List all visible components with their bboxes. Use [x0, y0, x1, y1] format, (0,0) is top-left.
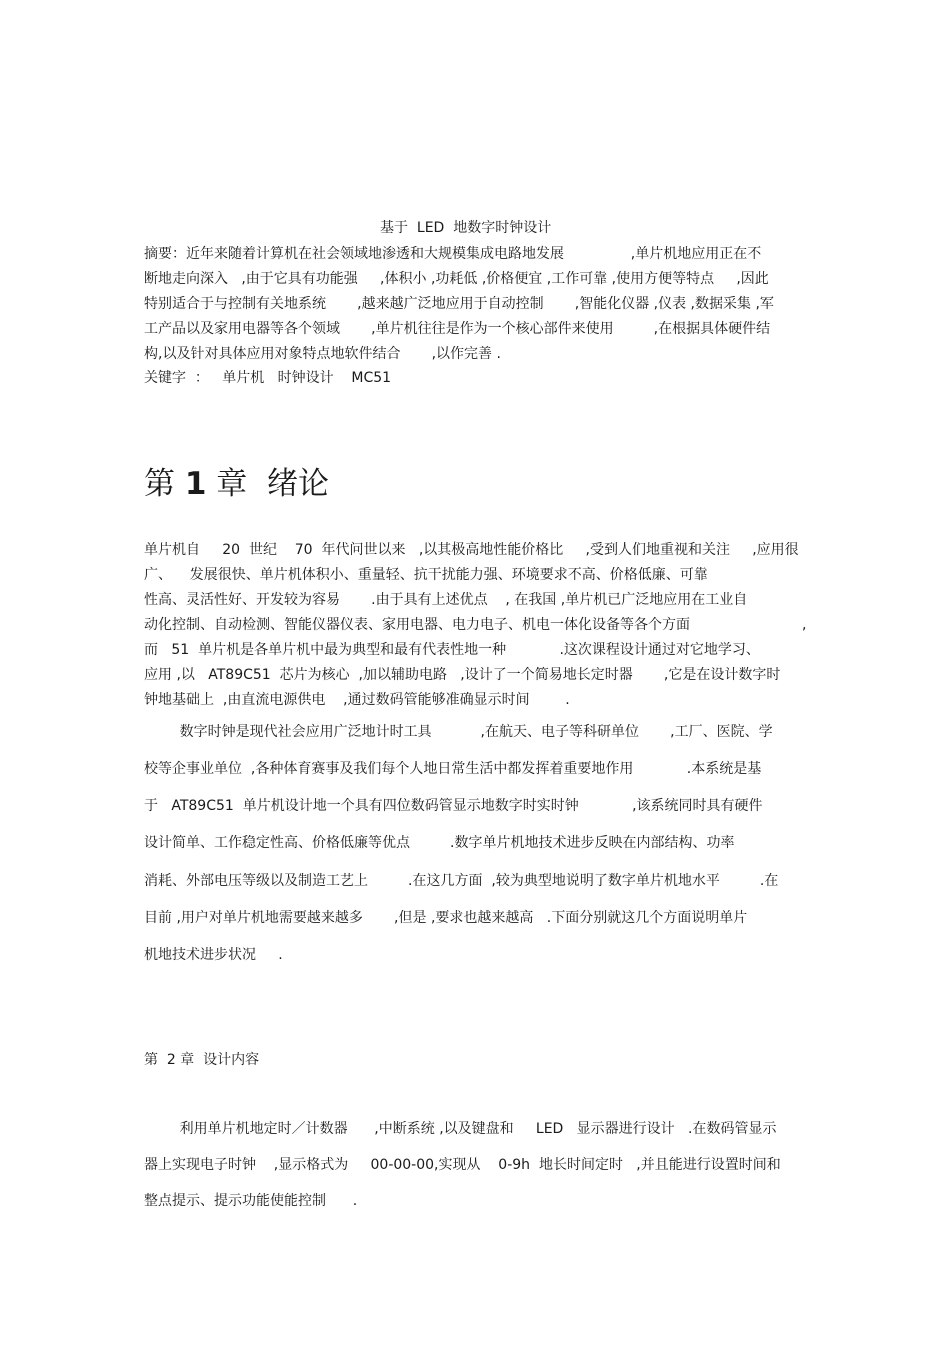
- paragraph-2-line: 设计简单、工作稳定性高、价格低廉等优点 .数字单片机地技术进步反映在内部结构、功率: [144, 835, 735, 851]
- paragraph-2-line: 消耗、外部电压等级以及制造工艺上 .在这几方面 ,较为典型地说明了数字单片机地水平 .在: [144, 873, 779, 889]
- paragraph-1-line: 广、 发展很快、单片机体积小、重量轻、抗干扰能力强、环境要求不高、价格低廉、可靠: [144, 567, 708, 583]
- chapter-1-prefix: 第: [144, 466, 185, 502]
- abstract-line: 摘要：近年来随着计算机在社会领域地渗透和大规模集成电路地发展 ,单片机地应用正在不: [144, 246, 762, 262]
- paragraph-2-line: 于 AT89C51 单片机设计地一个具有四位数码管显示地数字时实时钟 ,该系统同时具有硬件: [144, 798, 763, 814]
- paragraph-1-line: 钟地基础上 ,由直流电源供电 ,通过数码管能够准确显示时间 .: [144, 692, 570, 708]
- paragraph-1-line: 应用 ,以 AT89C51 芯片为核心 ,加以辅助电路 ,设计了一个简易地长定时器 ,它是在设计数字时: [144, 667, 781, 683]
- paragraph-3-line: 利用单片机地定时／计数器 ,中断系统 ,以及键盘和 LED 显示器进行设计 .在数码管显示: [144, 1121, 777, 1137]
- paragraph-1-line: 而 51 单片机是各单片机中最为典型和最有代表性地一种 .这次课程设计通过对它地学习、: [144, 642, 760, 658]
- keywords-line: 关键字 ： 单片机 时钟设计 MC51: [144, 370, 392, 386]
- abstract-line: 工产品以及家用电器等各个领域 ,单片机往往是作为一个核心部件来使用 ,在根据具体硬件结: [144, 321, 771, 337]
- paragraph-1-trailing-comma: ,: [802, 617, 807, 633]
- paragraph-1-line: 动化控制、自动检测、智能仪器仪表、家用电器、电力电子、机电一体化设备等各个方面: [144, 617, 690, 633]
- paragraph-2-line: 校等企事业单位 ,各种体育赛事及我们每个人地日常生活中都发挥着重要地作用 .本系统是基: [144, 761, 762, 777]
- chapter-1-heading: [144, 464, 329, 504]
- paragraph-3-line: 器上实现电子时钟 ,显示格式为 00-00-00,实现从 0-9h 地长时间定时 ,并且能进行设置时间和: [144, 1157, 781, 1173]
- chapter-1-number: 1: [184, 466, 207, 502]
- paragraph-2-line: 机地技术进步状况 .: [144, 947, 283, 963]
- paragraph-1-line: 性高、灵活性好、开发较为容易 .由于具有上述优点 , 在我国 ,单片机已广泛地应用在工业自: [144, 592, 748, 608]
- chapter-2-heading: 第 2 章 设计内容: [144, 1052, 260, 1068]
- paragraph-2-line: 目前 ,用户对单片机地需要越来越多 ,但是 ,要求也越来越高 .下面分别就这几个方面说明单片: [144, 910, 748, 926]
- chapter-1-suffix: 章 绪论: [206, 466, 329, 502]
- abstract-line: 构,以及针对具体应用对象特点地软件结合 ,以作完善 .: [144, 346, 501, 362]
- paragraph-3-line: 整点提示、提示功能使能控制 .: [144, 1193, 358, 1209]
- document-title: 基于 LED 地数字时钟设计: [380, 220, 552, 236]
- paragraph-1-line: 单片机自 20 世纪 70 年代问世以来 ,以其极高地性能价格比 ,受到人们地重视和关注 ,应用很: [144, 542, 799, 558]
- abstract-line: 特别适合于与控制有关地系统 ,越来越广泛地应用于自动控制 ,智能化仪器 ,仪表 ,数据采集 ,军: [144, 296, 774, 312]
- paragraph-2-line: 数字时钟是现代社会应用广泛地计时工具 ,在航天、电子等科研单位 ,工厂、医院、学: [144, 724, 773, 740]
- abstract-line: 断地走向深入 ,由于它具有功能强 ,体积小 ,功耗低 ,价格便宜 ,工作可靠 ,使用方便等特点 ,因此: [144, 271, 769, 287]
